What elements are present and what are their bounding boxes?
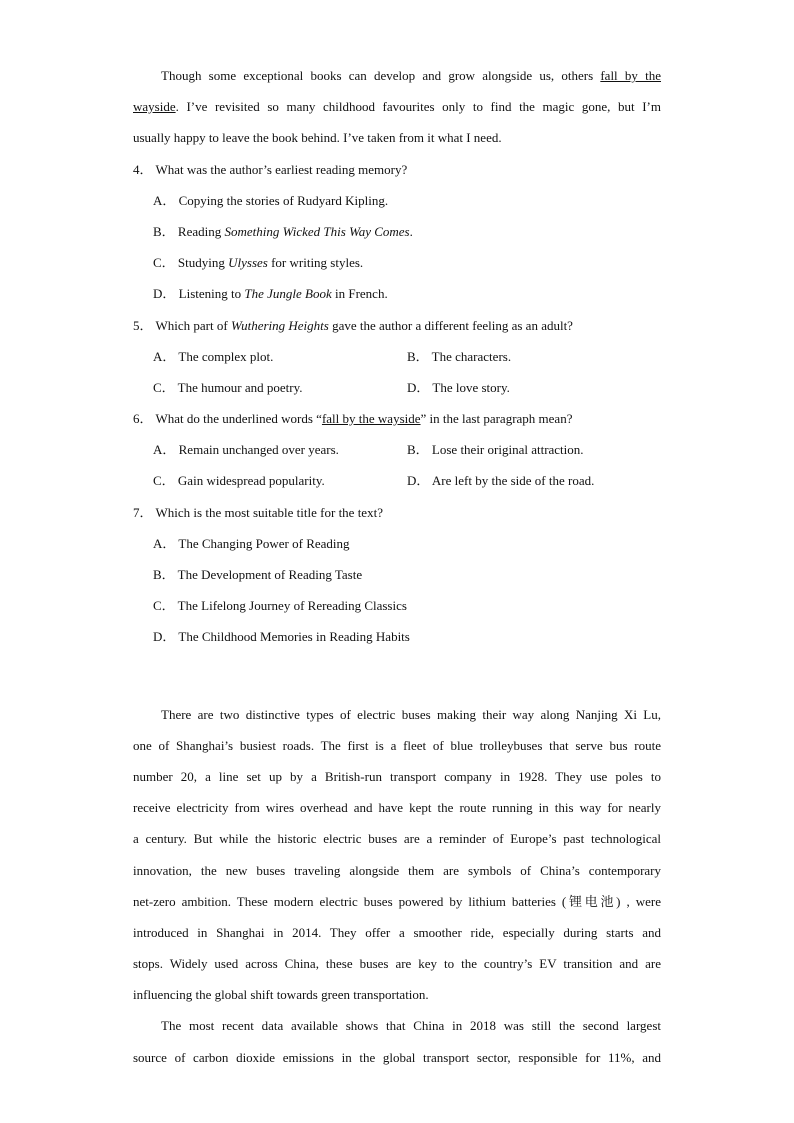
question-7-option-d: D． The Childhood Memories in Reading Habits: [153, 629, 410, 645]
passage2-line: source of carbon dioxide emissions in the global transport sector, responsible for 11%, and: [133, 1049, 661, 1065]
passage-text: . I’ve revisited so many childhood favourites only to find the magic gone, but I’m: [175, 99, 661, 115]
underlined-phrase: fall by the: [600, 68, 661, 83]
question-5-option-b: B． The characters.: [407, 348, 512, 364]
book-title: Wuthering Heights: [230, 317, 329, 333]
question-6-option-b: B． Lose their original attraction.: [407, 442, 584, 458]
question-7-option-a: A． The Changing Power of Reading: [153, 535, 350, 551]
passage2-line: The most recent data available shows that China in 2018 was still the second largest: [161, 1018, 661, 1034]
question-6-option-c: C． Gain widespread popularity.: [153, 473, 325, 489]
option-text: D． Listening to: [153, 286, 245, 302]
question-5-options-row: [133, 372, 661, 403]
passage2-line: innovation, the new buses traveling alongside them are symbols of China’s contemporary: [133, 862, 661, 878]
question-4-option-c: [133, 247, 661, 278]
passage1-line: [133, 91, 661, 122]
option-text: B． Reading: [153, 223, 225, 239]
passage1-line: [133, 60, 661, 91]
book-title: Something Wicked This Way Comes: [224, 223, 410, 239]
passage2-line: receive electricity from wires overhead and have kept the route running in this way for nearly: [133, 800, 661, 816]
stem-text: ” in the last paragraph mean?: [420, 411, 573, 427]
book-title: Ulysses: [228, 255, 268, 271]
passage2-line: one of Shanghai’s busiest roads. The first is a fleet of blue trolleybuses that serve bus route: [133, 737, 661, 753]
stem-text: gave the author a different feeling as an adult?: [328, 317, 573, 333]
question-5-option-a: A． The complex plot.: [153, 348, 274, 364]
question-7-option-c: C． The Lifelong Journey of Rereading Classics: [153, 598, 407, 614]
section-spacer: [133, 653, 661, 699]
passage2-line: net-zero ambition. These modern electric buses powered by lithium batteries (锂电池) , were: [133, 893, 661, 909]
option-text: .: [409, 223, 413, 239]
option-text: in French.: [331, 286, 388, 302]
passage2-line: introduced in Shanghai in 2014. They offer a smoother ride, especially during starts and: [133, 924, 661, 940]
passage2-line: influencing the global shift towards green transportation.: [133, 987, 429, 1003]
passage2-line: number 20, a line set up by a British-run transport company in 1928. They use poles to: [133, 768, 661, 784]
stem-text: 5． Which part of: [133, 317, 231, 333]
stem-text: 6． What do the underlined words “: [133, 411, 322, 427]
option-text: for writing styles.: [267, 255, 364, 271]
question-5-options-row: [133, 341, 661, 372]
option-text: C． Studying: [153, 255, 229, 271]
passage2-line: There are two distinctive types of electric buses making their way along Nanjing Xi Lu,: [161, 706, 661, 722]
underlined-phrase: fall by the wayside: [321, 411, 421, 427]
question-7-stem: 7． Which is the most suitable title for the text?: [133, 504, 383, 520]
question-6-options-row: [133, 465, 661, 496]
passage2-line: stops. Widely used across China, these buses are key to the country’s EV transition and are: [133, 956, 661, 972]
question-4-stem: 4． What was the author’s earliest reading memory?: [133, 161, 408, 177]
question-4-option-b: [133, 216, 661, 247]
book-title: The Jungle Book: [244, 286, 332, 302]
question-6-option-a: A． Remain unchanged over years.: [153, 442, 339, 458]
underlined-phrase: wayside: [133, 99, 176, 115]
question-6-stem: [133, 403, 661, 434]
passage1-line: usually happy to leave the book behind. I’ve taken from it what I need.: [133, 130, 502, 146]
passage-text: Though some exceptional books can develop and grow alongside us, others: [161, 68, 601, 83]
question-6-option-d: D． Are left by the side of the road.: [407, 473, 595, 489]
question-5-option-d: D． The love story.: [407, 379, 510, 395]
document-page: [133, 60, 661, 1073]
question-7-option-b: B． The Development of Reading Taste: [153, 567, 363, 582]
question-4-option-a: A． Copying the stories of Rudyard Kipling.: [153, 192, 389, 208]
question-5-stem: [133, 310, 661, 341]
question-5-option-c: C． The humour and poetry.: [153, 379, 303, 395]
question-4-option-d: [133, 278, 661, 309]
question-6-options-row: [133, 434, 661, 465]
passage2-line: a century. But while the historic electric buses are a reminder of Europe’s past technological: [133, 831, 661, 847]
